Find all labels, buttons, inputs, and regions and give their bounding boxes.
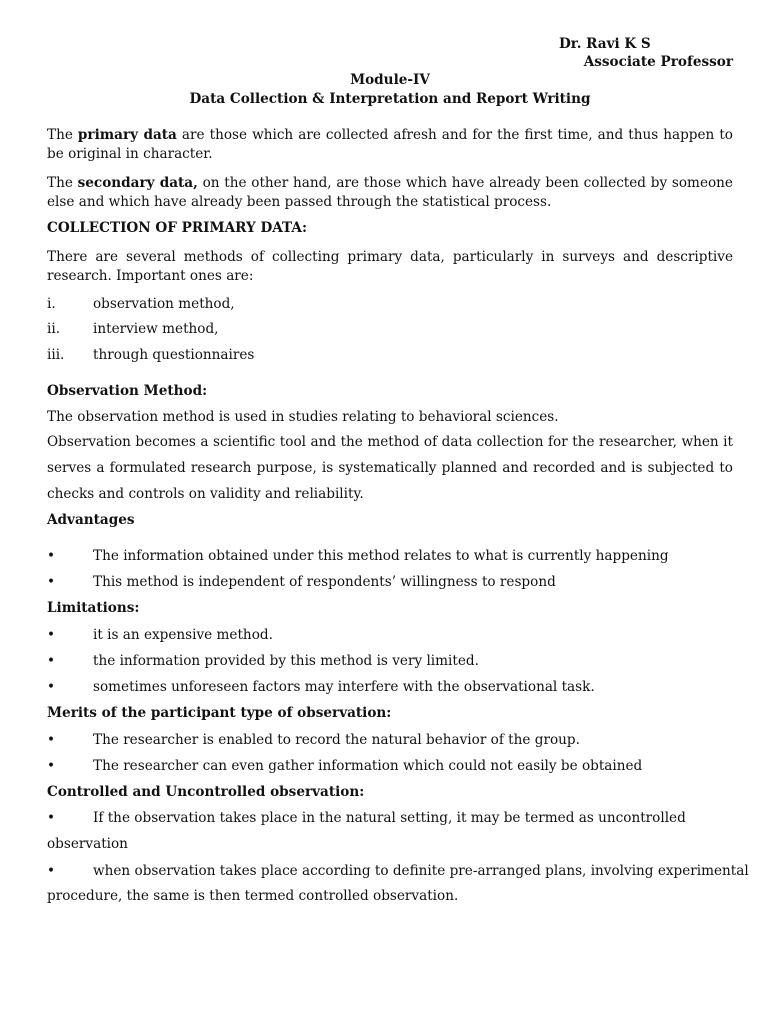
list-item-text-continued: observation xyxy=(47,836,128,852)
controlled-heading: Controlled and Uncontrolled observation: xyxy=(47,784,365,800)
observation-paragraph-1: The observation method is used in studies relating to behavioral sciences. xyxy=(47,409,559,425)
list-item-text: the information provided by this method is very limited. xyxy=(93,653,479,669)
collection-paragraph: There are several methods of collecting primary data, particularly in surveys and descriptive research. Important ones are: xyxy=(47,249,733,284)
bullet-icon: • xyxy=(47,679,56,695)
document-title: Data Collection & Interpretation and Report Writing xyxy=(189,91,591,107)
list-item-text: interview method, xyxy=(93,321,219,337)
bullet-icon: • xyxy=(47,627,56,643)
advantages-heading: Advantages xyxy=(47,512,135,528)
module-title: Module-IV xyxy=(350,72,430,88)
primary-data-term: primary data xyxy=(77,127,177,143)
p2-text-rest: on the other hand, are those which have already been collected by someone else and which have already been passed through the statistical process. xyxy=(47,175,733,210)
list-item-text-continued: procedure, the same is then termed controlled observation. xyxy=(47,888,459,904)
limitations-heading: Limitations: xyxy=(47,600,140,616)
primary-data-paragraph xyxy=(47,126,733,163)
secondary-data-term: secondary data, xyxy=(77,175,198,191)
list-item-text: observation method, xyxy=(93,296,235,312)
list-item-text: If the observation takes place in the natural setting, it may be termed as uncontrolled xyxy=(93,810,686,826)
list-item-text: The researcher is enabled to record the natural behavior of the group. xyxy=(93,732,580,748)
list-item-text: through questionnaires xyxy=(93,347,255,363)
list-marker: i. xyxy=(47,296,56,312)
bullet-icon: • xyxy=(47,548,56,564)
bullet-icon: • xyxy=(47,758,56,774)
list-item-text: The information obtained under this method relates to what is currently happening xyxy=(93,548,669,564)
p1-text-rest: are those which are collected afresh and for the first time, and thus happen to be original in character. xyxy=(47,127,733,162)
list-item-text: it is an expensive method. xyxy=(93,627,273,643)
collection-heading: COLLECTION OF PRIMARY DATA: xyxy=(47,220,307,236)
bullet-icon: • xyxy=(47,732,56,748)
merits-heading: Merits of the participant type of observation: xyxy=(47,705,392,721)
author-name: Dr. Ravi K S xyxy=(559,36,651,52)
list-item-text: The researcher can even gather information which could not easily be obtained xyxy=(93,758,643,774)
secondary-data-paragraph xyxy=(47,174,733,211)
list-item-text: when observation takes place according to definite pre-arranged plans, involving experimental xyxy=(93,863,749,879)
observation-heading: Observation Method: xyxy=(47,383,208,399)
bullet-icon: • xyxy=(47,810,56,826)
list-marker: iii. xyxy=(47,347,65,363)
author-title: Associate Professor xyxy=(583,54,733,70)
bullet-icon: • xyxy=(47,574,56,590)
list-item-text: This method is independent of respondents’ willingness to respond xyxy=(93,574,556,590)
bullet-icon: • xyxy=(47,653,56,669)
list-marker: ii. xyxy=(47,321,61,337)
p1-text-start: The xyxy=(47,127,78,143)
p2-text-start: The xyxy=(47,175,78,191)
bullet-icon: • xyxy=(47,863,56,879)
observation-paragraph-2: Observation becomes a scientific tool and the method of data collection for the researcher, when it serves a formulated research purpose, is systematically planned and recorded and is subjected to checks and controls on validity and reliability. xyxy=(47,434,733,502)
list-item-text: sometimes unforeseen factors may interfere with the observational task. xyxy=(93,679,595,695)
